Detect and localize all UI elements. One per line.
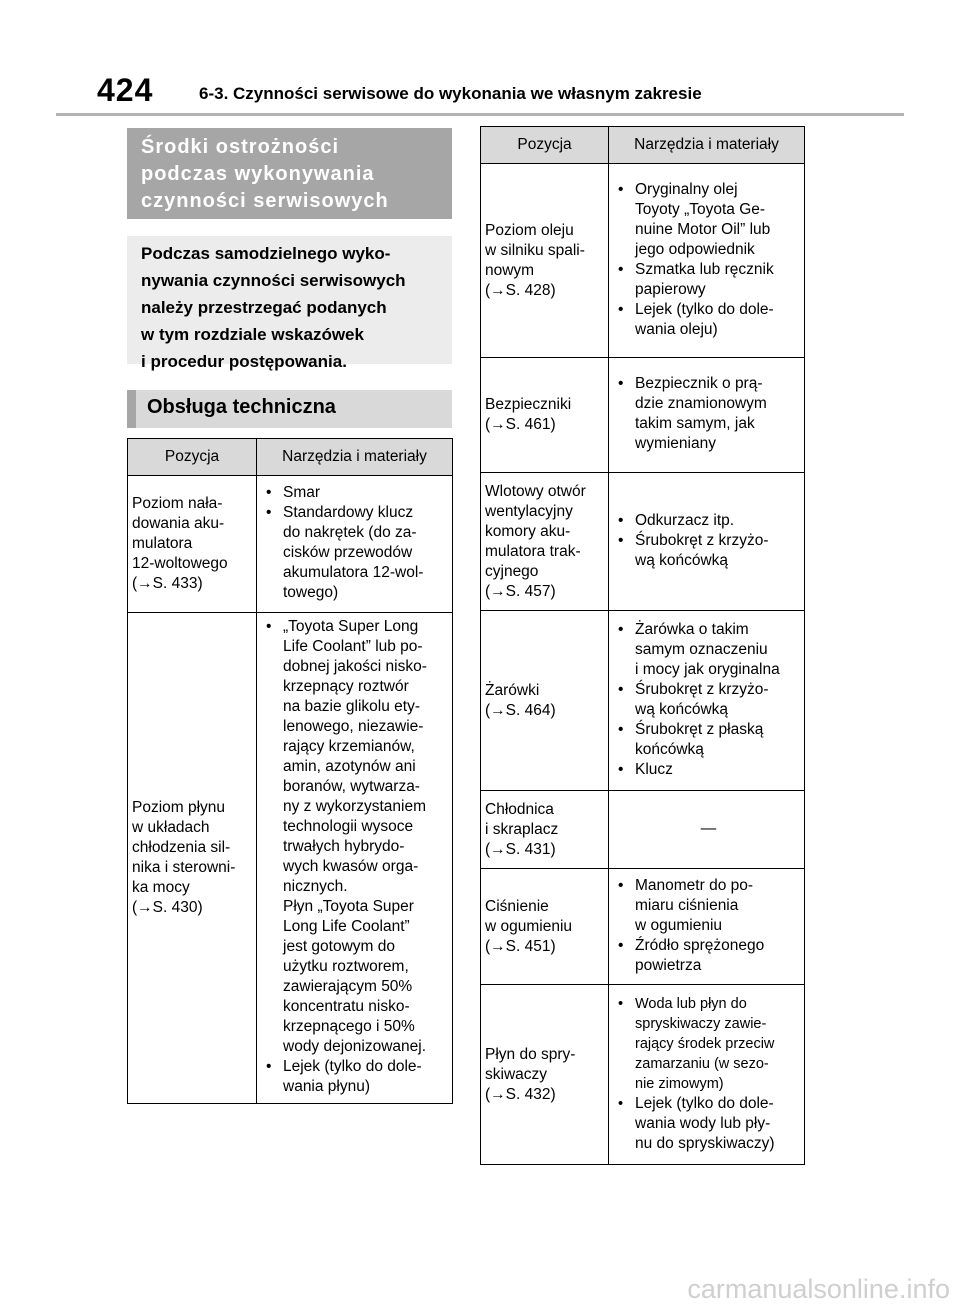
list-item-line: cisków przewodów — [283, 544, 413, 561]
position-line: 12-woltowego — [132, 555, 228, 572]
list-item-line: boranów, wytwarza- — [283, 778, 420, 795]
maintenance-table-right — [480, 126, 805, 1165]
list-item — [615, 994, 802, 1094]
list-item-line: towego) — [283, 584, 339, 601]
tools-list — [263, 617, 450, 1097]
table-header-row — [128, 439, 453, 476]
list-item-line: spryskiwaczy zawie- — [635, 1015, 767, 1032]
list-item-line: jest gotowym do — [283, 938, 395, 955]
position-line: (→S. 431) — [485, 840, 556, 858]
tools-cell — [609, 985, 805, 1165]
tools-cell — [257, 613, 453, 1104]
list-item-line: wody dejonizowanej. — [283, 1038, 427, 1055]
column-header-tools: Narzędzia i materiały — [257, 439, 453, 476]
list-item-line: dzie znamionowym — [635, 395, 767, 412]
bullet-icon: • — [618, 620, 624, 638]
list-item — [615, 374, 802, 454]
list-item-line: Śrubokręt z krzyżo- — [635, 531, 769, 549]
intro-line: w tym rozdziale wskazówek — [141, 325, 364, 344]
table-row — [481, 791, 805, 869]
list-item-line: Toyoty „Toyota Ge- — [635, 200, 766, 218]
position-line: komory aku- — [485, 522, 571, 540]
table-row — [481, 611, 805, 791]
intro-line: Podczas samodzielnego wyko- — [141, 244, 391, 263]
list-item-line: Lejek (tylko do dole- — [635, 300, 774, 318]
list-item — [263, 617, 450, 1057]
bullet-icon: • — [266, 504, 272, 521]
list-item-line: nuine Motor Oil” lub — [635, 220, 771, 238]
list-item-line: Standardowy klucz — [283, 504, 414, 521]
table-body — [481, 164, 805, 1165]
list-item-line: koncentratu nisko- — [283, 998, 410, 1015]
list-item-line: użytku roztworem, — [283, 958, 409, 975]
position-cell — [128, 613, 257, 1104]
position-line: mulatora — [132, 535, 193, 552]
list-item-line: rający krzemianów, — [283, 738, 415, 755]
bullet-icon: • — [618, 511, 624, 529]
list-item-line: Odkurzacz itp. — [635, 511, 735, 529]
list-item-line: dobnej jakości nisko- — [283, 658, 427, 675]
maintenance-table-left — [127, 438, 453, 1104]
caution-heading-line: czynności serwisowych — [141, 190, 389, 212]
position-line: (→S. 457) — [485, 582, 556, 600]
list-item-line: wymieniany — [635, 435, 716, 452]
list-item-line: miaru ciśnienia — [635, 896, 739, 914]
bullet-icon: • — [266, 484, 272, 501]
position-line: w układach — [132, 819, 210, 836]
list-item-line: końcówką — [635, 740, 704, 758]
column-header-position: Pozycja — [128, 439, 257, 476]
list-item-line: wą końcówką — [635, 551, 729, 569]
position-line: dowania aku- — [132, 515, 225, 532]
page-number: 424 — [97, 72, 154, 108]
intro-line: nywania czynności serwisowych — [141, 271, 406, 290]
position-line: (→S. 461) — [485, 416, 556, 433]
list-item — [615, 511, 802, 531]
position-cell — [481, 164, 609, 358]
tools-list — [615, 511, 802, 571]
tools-list — [615, 620, 802, 780]
list-item-line: Lejek (tylko do dole- — [635, 1094, 774, 1112]
column-header-position: Pozycja — [481, 127, 609, 164]
position-line: Wlotowy otwór — [485, 482, 586, 500]
bullet-icon: • — [618, 995, 624, 1012]
table-row — [481, 358, 805, 473]
table-body — [128, 476, 453, 1104]
list-item-line: takim samym, jak — [635, 415, 755, 432]
position-cell — [481, 869, 609, 985]
list-item-line: do nakrętek (do za- — [283, 524, 417, 541]
position-line: w ogumieniu — [485, 917, 573, 935]
list-item-line: nu do spryskiwaczy) — [635, 1134, 775, 1152]
position-line: nowym — [485, 261, 535, 279]
list-item-line: Smar — [283, 484, 321, 501]
bullet-icon: • — [618, 375, 624, 392]
position-cell — [481, 985, 609, 1165]
position-line: chłodzenia sil- — [132, 839, 231, 856]
list-item — [615, 300, 802, 340]
list-item-line: Manometr do po- — [635, 876, 754, 894]
list-item-line: wania oleju) — [635, 320, 718, 338]
list-item — [263, 483, 450, 503]
list-item-line: „Toyota Super Long — [283, 618, 419, 635]
list-item-line: Lejek (tylko do dole- — [283, 1058, 422, 1075]
section-title: 6-3. Czynności serwisowe do wykonania we własnym zakresie — [199, 84, 702, 103]
page-header — [0, 0, 960, 118]
tools-cell — [609, 791, 805, 869]
bullet-icon: • — [618, 876, 624, 894]
list-item-line: akumulatora 12-wol- — [283, 564, 424, 581]
list-item-line: technologii wysoce — [283, 818, 414, 835]
bullet-icon: • — [618, 1095, 624, 1112]
table-row — [481, 473, 805, 611]
position-line: Żarówki — [485, 681, 540, 699]
list-item — [615, 260, 802, 300]
bullet-icon: • — [618, 720, 624, 738]
position-line: (→S. 451) — [485, 937, 556, 955]
position-line: Poziom oleju — [485, 221, 574, 239]
position-line: (→S. 430) — [132, 899, 203, 916]
list-item-line: wą końcówką — [635, 700, 729, 718]
list-item-line: Żarówka o takim — [635, 620, 749, 638]
table-row — [481, 985, 805, 1165]
list-item-line: Long Life Coolant” — [283, 918, 410, 935]
list-item — [615, 531, 802, 571]
tools-list — [615, 876, 802, 976]
position-line: Płyn do spry- — [485, 1045, 576, 1063]
list-item — [615, 760, 802, 780]
tools-list — [615, 994, 802, 1154]
tools-cell — [609, 164, 805, 358]
list-item-line: samym oznaczeniu — [635, 640, 768, 658]
position-line: i skraplacz — [485, 820, 559, 838]
bullet-icon: • — [266, 618, 272, 635]
list-item-line: rający środek przeciw — [635, 1035, 775, 1052]
position-line: Poziom płynu — [132, 799, 226, 816]
list-item-line: powietrza — [635, 956, 702, 974]
list-item — [615, 936, 802, 976]
list-item-line: nicznych. — [283, 878, 348, 895]
list-item-line: na bazie glikolu ety- — [283, 698, 420, 715]
list-item-line: Oryginalny olej — [635, 180, 738, 198]
tools-cell — [609, 611, 805, 791]
tools-cell — [257, 476, 453, 613]
list-item — [615, 1094, 802, 1154]
list-item-line: amin, azotynów ani — [283, 758, 416, 775]
list-item-line: Płyn „Toyota Super — [283, 898, 414, 915]
caution-heading-box — [127, 128, 452, 219]
list-item-line: Szmatka lub ręcznik — [635, 260, 774, 278]
position-line: (→S. 433) — [132, 575, 203, 592]
list-item-line: lenowego, niezawie- — [283, 718, 424, 735]
table-row — [128, 476, 453, 613]
table-row — [128, 613, 453, 1104]
bullet-icon: • — [618, 180, 624, 198]
list-item-line: zawierającym 50% — [283, 978, 413, 995]
tools-list — [615, 180, 802, 340]
list-item-line: wania wody lub pły- — [635, 1114, 771, 1132]
list-item-line: w ogumieniu — [635, 916, 723, 934]
position-cell — [481, 473, 609, 611]
bullet-icon: • — [618, 531, 624, 549]
list-item — [615, 180, 802, 260]
table-row — [481, 164, 805, 358]
position-line: mulatora trak- — [485, 542, 581, 560]
list-item-line: i mocy jak oryginalna — [635, 660, 780, 678]
position-cell — [481, 611, 609, 791]
position-cell — [481, 791, 609, 869]
list-item-line: Life Coolant” lub po- — [283, 638, 423, 655]
table-header-row — [481, 127, 805, 164]
list-item-line: wania płynu) — [283, 1078, 371, 1095]
position-cell — [128, 476, 257, 613]
intro-line: należy przestrzegać podanych — [141, 298, 387, 317]
caution-heading-line: podczas wykonywania — [141, 163, 375, 185]
watermark: carmanualsonline.info — [687, 1274, 950, 1304]
list-item-line: papierowy — [635, 280, 706, 298]
list-item-line: krzepnący roztwór — [283, 678, 409, 695]
list-item-line: zamarzaniu (w sezo- — [635, 1055, 769, 1072]
intro-line: i procedur postępowania. — [141, 352, 347, 371]
position-line: (→S. 464) — [485, 701, 556, 719]
list-item-line: Źródło sprężonego — [635, 936, 765, 954]
list-item-line: Woda lub płyn do — [635, 995, 747, 1012]
position-line: (→S. 428) — [485, 281, 556, 299]
bullet-icon: • — [618, 260, 624, 278]
list-item — [615, 876, 802, 936]
tools-list — [263, 483, 450, 603]
position-line: Ciśnienie — [485, 897, 549, 915]
position-line: skiwaczy — [485, 1065, 548, 1083]
list-item-line: jego odpowiednik — [635, 240, 755, 258]
bullet-icon: • — [618, 300, 624, 318]
table-row — [481, 869, 805, 985]
position-line: (→S. 432) — [485, 1085, 556, 1103]
list-item-line: nie zimowym) — [635, 1075, 724, 1092]
list-item-line: trwałych hybrydo- — [283, 838, 405, 855]
header-rule — [56, 113, 904, 116]
list-item — [615, 620, 802, 680]
position-line: cyjnego — [485, 562, 539, 580]
position-line: nika i sterowni- — [132, 859, 236, 876]
list-item-line: krzepnącego i 50% — [283, 1018, 415, 1035]
list-item-line: Śrubokręt z krzyżo- — [635, 680, 769, 698]
list-item-line: wych kwasów orga- — [283, 858, 419, 875]
tools-cell — [609, 473, 805, 611]
list-item — [263, 1057, 450, 1097]
list-item — [615, 720, 802, 760]
position-line: w silniku spali- — [485, 241, 585, 259]
bullet-icon: • — [266, 1058, 272, 1075]
maintenance-subheading: Obsługa techniczna — [127, 390, 452, 428]
list-item-line: Bezpiecznik o prą- — [635, 375, 763, 392]
caution-heading-line: Środki ostrożności — [141, 136, 340, 158]
list-item-line: ny z wykorzystaniem — [283, 798, 426, 815]
tools-cell — [609, 869, 805, 985]
bullet-icon: • — [618, 760, 624, 778]
list-item — [263, 503, 450, 603]
tools-list — [615, 374, 802, 454]
empty-dash: — — [700, 819, 717, 837]
position-line: Poziom nała- — [132, 495, 223, 512]
position-cell — [481, 358, 609, 473]
position-line: ka mocy — [132, 879, 190, 896]
list-item-line: Klucz — [635, 760, 673, 778]
intro-box — [127, 236, 452, 371]
tools-cell — [609, 358, 805, 473]
column-header-tools: Narzędzia i materiały — [609, 127, 805, 164]
position-line: Chłodnica — [485, 800, 554, 818]
position-line: Bezpieczniki — [485, 396, 572, 413]
list-item-line: Śrubokręt z płaską — [635, 720, 764, 738]
bullet-icon: • — [618, 680, 624, 698]
bullet-icon: • — [618, 936, 624, 954]
list-item — [615, 680, 802, 720]
position-line: wentylacyjny — [485, 502, 573, 520]
